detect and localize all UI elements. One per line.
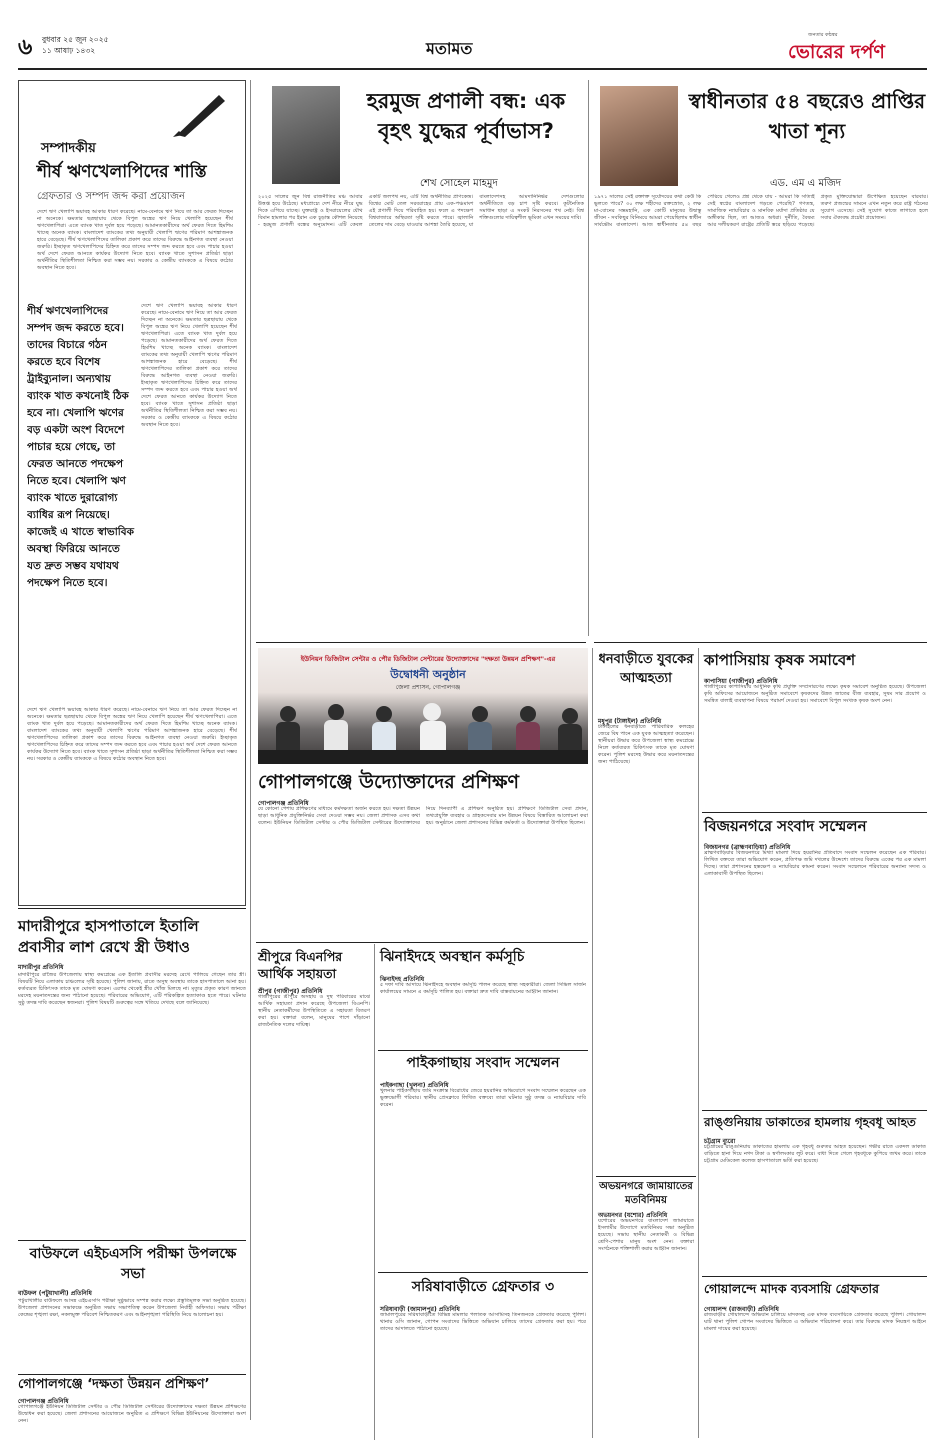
dhanbari-title: ধনবাড়ীতে যুবকের আত্মহত্যা <box>598 652 694 686</box>
people-silhouettes <box>258 698 588 764</box>
editorial-body-bottom: দেশে ঋণ খেলাপি ভয়াবহ আকার ধারণ করেছে। নামে-বেনামে ঋণ নিয়ে তা আর ফেরত দিচ্ছেন না অনেকে। ক্ষমতার ছত্রছায়ায় থেকে বিপুল অঙ্কের ঋণ নিয়ে খেলাপি হয়েছেন শীর্ষ ঋণখেলাপিরা। এতে ব্যাংক খাত দুর্বল হয়ে পড়েছে। আমানতকারীদের অর্থ ফেরত দিতে হিমশিম খাচ্ছে অনেক ব্যাংক। বাংলাদেশ ব্যাংকের তথ্য অনুযায়ী খেলাপি ঋণের পরিমাণ আশঙ্কাজনক হারে বেড়েছে। শীর্ষ ঋণখেলাপিদের তালিকা প্রকাশ করে তাদের বিরুদ্ধে আইনগত ব্যবস্থা নেওয়া জরুরি। ইচ্ছাকৃত ঋণখেলাপিদের চিহ্নিত করে তাদের সম্পদ জব্দ করতে হবে এবং পাচার হওয়া অর্থ দেশে ফেরত আনতে কার্যকর উদ্যোগ নিতে হবে। ব্যাংক খাতে সুশাসন প্রতিষ্ঠা ছাড়া অর্থনীতির স্থিতিশীলতা নিশ্চিত করা সম্ভব নয়। সরকার ও কেন্দ্রীয় ব্যাংককে এ বিষয়ে কঠোর অবস্থান নিতে হবে। <box>27 707 237 762</box>
goalanda-body: রাজবাড়ীর গোয়ালন্দে অভিযান চালিয়ে মাদকসহ এক মাদক ব্যবসায়িকে গ্রেফতার করেছে পুলিশ। গোয়ালন্দ ঘাট থানা পুলিশ গোপন সংবাদের ভিত্তিতে এ অভিযান পরিচালনা করে। তার বিরুদ্ধে মাদক নিয়ন্ত্রণ আইনে মামলা দায়ের করা হয়েছে। <box>704 1312 926 1332</box>
rangunia-title: রাঙ্গুনিয়ায় ডাকাতের হামলায় গৃহবধূ আহত <box>704 1115 916 1129</box>
bijoynagar-bottom-rule <box>702 1110 927 1111</box>
madaripur-bottom-rule <box>18 1240 246 1241</box>
bauphal-body: পটুয়াখালীর বাউফলে আসন্ন এইচএসসি পরীক্ষা সুষ্ঠুভাবে সম্পন্ন করার লক্ষ্যে প্রস্তুতিমূলক সভা অনুষ্ঠিত হয়েছে। উপজেলা প্রশাসনের সভাকক্ষে অনুষ্ঠিত সভায় সভাপতিত্ব করেন উপজেলা নির্বাহী অফিসার। সভায় পরীক্ষা কেন্দ্রের শৃঙ্খলা রক্ষা, নকলমুক্ত পরিবেশ নিশ্চিতকরণ এবং আইনশৃঙ্খলা পরিস্থিতি নিয়ে আলোচনা হয়। <box>18 1298 246 1318</box>
bauphal-dateline: বাউফল (পটুয়াখালী) প্রতিনিধি <box>18 1290 92 1297</box>
column-rule-5 <box>698 648 699 1438</box>
jhenaidah-body: ৫ দফা দাবি আদায়ে ঝিনাইদহে অবস্থান কর্মসূচি পালন করেছে স্বাস্থ্য সহকারীরা। জেলা সিভিল সার্জন কার্যালয়ের সামনে এ কর্মসূচি পালিত হয়। বক্তারা দ্রুত দাবি বাস্তবায়নের আহ্বান জানান। <box>380 982 586 995</box>
kapasia-title: কাপাসিয়ায় কৃষক সমাবেশ <box>704 651 856 669</box>
editorial-title: শীর্ষ ঋণখেলাপিদের শাস্তি <box>37 162 207 182</box>
hormuz-bottom-rule <box>256 642 586 643</box>
paikgachha-body: খুলনার পাইকগাছায় জমি সংক্রান্ত বিরোধের জেরে হয়রানির অভিযোগে সংবাদ সম্মেলন করেছেন এক ভুক্তভোগী পরিবার। স্থানীয় প্রেসক্লাবে লিখিত বক্তব্যে তারা ঘটনার সুষ্ঠু তদন্ত ও ন্যায়বিচার দাবি করেন। <box>380 1088 586 1108</box>
gopalganj-main-dateline: গোপালগঞ্জ প্রতিনিধি <box>258 800 309 807</box>
goalanda-dateline: গোয়ালন্দ (রাজবাড়ী) প্রতিনিধি <box>704 1306 779 1313</box>
sarishabari-dateline: সরিষাবাড়ী (জামালপুর) প্রতিনিধি <box>380 1306 460 1313</box>
dhanbari-body: টাঙ্গাইলের ধনবাড়ীতে পারিবারিক কলহের জেরে বিষ পানে এক যুবক আত্মহত্যা করেছেন। স্থানীয়রা উদ্ধার করে উপজেলা স্বাস্থ্য কমপ্লেক্সে নিলে কর্তব্যরত চিকিৎসক তাকে মৃত ঘোষণা করেন। পুলিশ মরদেহ উদ্ধার করে ময়নাতদন্তের জন্য পাঠিয়েছে। <box>598 724 694 765</box>
bijoynagar-body: ব্রাহ্মণবাড়িয়ার বিজয়নগরে মিথ্যা মামলা দিয়ে হয়রানির প্রতিবাদে সংবাদ সম্মেলন করেছেন এক পরিবার। লিখিত বক্তব্যে তারা অভিযোগ করেন, প্রতিপক্ষ জমি দখলের উদ্দেশ্যে তাদের বিরুদ্ধে একের পর এক মামলা দিচ্ছে। তারা প্রশাসনের হস্তক্ষেপ ও ন্যায়বিচার কামনা করেন। সংবাদ সম্মেলনে পরিবারের অন্যান্য সদস্য ও এলাকাবাসী উপস্থিত ছিলেন। <box>704 850 926 877</box>
goalanda-title: গোয়ালন্দে মাদক ব্যবসায়ি গ্রেফতার <box>704 1281 879 1296</box>
sarishabari-body: জামালপুরের সরিষাবাড়ীতে বিভিন্ন মামলার পলাতক আসামিসহ তিনজনকে গ্রেফতার করেছে পুলিশ। থানার ওসি জানান, গোপন সংবাদের ভিত্তিতে অভিযান চালিয়ে তাদের গ্রেফতার করা হয়। পরে তাদের আদালতে পাঠানো হয়েছে। <box>380 1312 586 1332</box>
banner-line-2: উদ্বোধনী অনুষ্ঠান <box>390 668 466 681</box>
sreepur-dateline: শ্রীপুর (গাজীপুর) প্রতিনিধি <box>258 988 323 995</box>
author-photo-independence <box>600 86 678 186</box>
madaripur-dateline: মাদারীপুর প্রতিনিধি <box>18 964 64 971</box>
sarishabari-title: সরিষাবাড়ীতে গ্রেফতার ৩ <box>411 1279 555 1295</box>
paikgachha-bottom-rule <box>378 1272 588 1273</box>
editorial-box <box>18 80 246 906</box>
hormuz-body: ২০২৫ সালের জুন বিশ্ব রাজনীতির মঞ্চ আবার উত্তপ্ত হয়ে উঠেছে। মধ্যপ্রাচ্যে দেশ নীরে নীরে যুদ্ধ দিকে এগিয়ে যাচ্ছে। যুক্তরাষ্ট্র ও ইসরায়েলের যৌথ বিমান হামলার পর ইরান এক চূড়ান্ত কৌশল নিয়েছে - হরমুজ প্রণালী বন্ধের অনুমোদন। এটি কেবল একটি জলপথ নয়, এটি বিশ্ব অর্থনীতির প্রাণকেন্দ্র। বিশ্বের মোট তেল সরবরাহের প্রায় এক-পঞ্চমাংশ এই প্রণালী দিয়ে পরিবাহিত হয়। ফলে এ পদক্ষেপ বিশ্ববাজারে অস্থিরতা সৃষ্টি করতে পারে। জ্বালানি তেলের দাম বেড়ে যাওয়ার আশঙ্কা তৈরি হয়েছে, যা বাংলাদেশসহ আমদানিনির্ভর দেশগুলোর অর্থনীতিতে বড় চাপ সৃষ্টি করবে। কূটনৈতিক সমাধান ছাড়া এ সংকট নিরসনের পথ নেই। বিশ্ব শক্তিগুলোর দায়িত্বশীল ভূমিকা এখন সময়ের দাবি। <box>258 194 584 228</box>
bijoynagar-dateline: বিজয়নগর (ব্রাহ্মণবাড়িয়া) প্রতিনিধি <box>704 844 791 851</box>
editorial-pull-quote: শীর্ষ ঋণখেলাপিদের সম্পদ জব্দ করতে হবে। তাদের বিচারে গঠন করতে হবে বিশেষ ট্রাইব্যুনাল। অন্যথায় ব্যাংক খাত কখনোই ঠিক হবে না। খেলাপি ঋণের বড় একটা অংশ বিদেশে পাচার হয়ে গেছে, তা ফেরত আনতে পদক্ষেপ নিতে হবে। খেলাপি ঋণ ব্যাংক খাতে দুরারোগ্য ব্যাধির রূপ নিয়েছে। কাজেই এ খাতে স্বাভাবিক অবস্থা ফিরিয়ে আনতে যত দ্রুত সম্ভব যথাযথ পদক্ষেপ নিতে হবে। <box>27 305 134 589</box>
editorial-body-right: দেশে ঋণ খেলাপি ভয়াবহ আকার ধারণ করেছে। নামে-বেনামে ঋণ নিয়ে তা আর ফেরত দিচ্ছেন না অনেকে। ক্ষমতার ছত্রছায়ায় থেকে বিপুল অঙ্কের ঋণ নিয়ে খেলাপি হয়েছেন শীর্ষ ঋণখেলাপিরা। এতে ব্যাংক খাত দুর্বল হয়ে পড়েছে। আমানতকারীদের অর্থ ফেরত দিতে হিমশিম খাচ্ছে অনেক ব্যাংক। বাংলাদেশ ব্যাংকের তথ্য অনুযায়ী খেলাপি ঋণের পরিমাণ আশঙ্কাজনক হারে বেড়েছে। শীর্ষ ঋণখেলাপিদের তালিকা প্রকাশ করে তাদের বিরুদ্ধে আইনগত ব্যবস্থা নেওয়া জরুরি। ইচ্ছাকৃত ঋণখেলাপিদের চিহ্নিত করে তাদের সম্পদ জব্দ করতে হবে এবং পাচার হওয়া অর্থ দেশে ফেরত আনতে কার্যকর উদ্যোগ নিতে হবে। ব্যাংক খাতে সুশাসন প্রতিষ্ঠা ছাড়া অর্থনীতির স্থিতিশীলতা নিশ্চিত করা সম্ভব নয়। সরকার ও কেন্দ্রীয় ব্যাংককে এ বিষয়ে কঠোর অবস্থান নিতে হবে। <box>141 303 237 428</box>
page-date <box>42 34 108 56</box>
header-rule <box>18 68 927 70</box>
rangunia-bottom-rule <box>702 1276 927 1277</box>
date-gregorian: বুধবার ২৫ জুন ২০২৫ <box>42 35 109 44</box>
dhanbari-bottom-rule <box>596 1176 696 1177</box>
column-rule-1 <box>250 80 251 1420</box>
gopalganj-small-title: গোপালগঞ্জে ‘দক্ষতা উন্নয়ন প্রশিক্ষণ’ <box>18 1377 210 1392</box>
hormuz-title: হরমুজ প্রণালী বন্ধ: এক বৃহৎ যুদ্ধের পূর্বাভাস? <box>366 89 566 143</box>
pen-icon <box>169 89 229 139</box>
banner-line-3: জেলা প্রশাসন, গোপালগঞ্জ <box>395 684 461 691</box>
bauphal-bottom-rule <box>18 1374 246 1375</box>
editorial-body-top: দেশে ঋণ খেলাপি ভয়াবহ আকার ধারণ করেছে। নামে-বেনামে ঋণ নিয়ে তা আর ফেরত দিচ্ছেন না অনেকে। ক্ষমতার ছত্রছায়ায় থেকে বিপুল অঙ্কের ঋণ নিয়ে খেলাপি হয়েছেন শীর্ষ ঋণখেলাপিরা। এতে ব্যাংক খাত দুর্বল হয়ে পড়েছে। আমানতকারীদের অর্থ ফেরত দিতে হিমশিম খাচ্ছে অনেক ব্যাংক। বাংলাদেশ ব্যাংকের তথ্য অনুযায়ী খেলাপি ঋণের পরিমাণ আশঙ্কাজনক হারে বেড়েছে। শীর্ষ ঋণখেলাপিদের তালিকা প্রকাশ করে তাদের বিরুদ্ধে আইনগত ব্যবস্থা নেওয়া জরুরি। ইচ্ছাকৃত ঋণখেলাপিদের চিহ্নিত করে তাদের সম্পদ জব্দ করতে হবে এবং পাচার হওয়া অর্থ দেশে ফেরত আনতে কার্যকর উদ্যোগ নিতে হবে। ব্যাংক খাতে সুশাসন প্রতিষ্ঠা ছাড়া অর্থনীতির স্থিতিশীলতা নিশ্চিত করা সম্ভব নয়। সরকার ও কেন্দ্রীয় ব্যাংককে এ বিষয়ে কঠোর অবস্থান নিতে হবে। <box>37 209 233 271</box>
independence-body: ১৯৭১ সালের সেই রক্তাক্ত সূর্যোদয়ের কথা কেউ কি ভুলতে পারে? ৩০ লক্ষ শহীদের রক্তস্রোত, ২ লক্ষ মা-বোনের সম্ভ্রমহানি, এক কোটি মানুষের উদ্বাস্তু জীবন - সবকিছুর বিনিময়ে আমরা পেয়েছিলাম স্বাধীন সার্বভৌম বাংলাদেশ। আজ স্বাধীনতার ৫৪ বছর পেরিয়ে গেলেও প্রশ্ন থেকে যায় - আমরা কি সত্যিই সেই স্বপ্নের বাংলাদেশ গড়তে পেরেছি? গণতন্ত্র, সামাজিক ন্যায়বিচার ও মানবিক মর্যাদা প্রতিষ্ঠার যে অঙ্গীকার ছিল, তা আজও অধরা। দুর্নীতি, বৈষম্য আর দলীয়করণ রাষ্ট্রের প্রতিটি স্তরে ছড়িয়ে পড়েছে। প্রকৃত মুক্তিযোদ্ধারা উপেক্ষিত হয়েছেন বারবার। তরুণ প্রজন্মের সামনে এখন নতুন করে রাষ্ট্র গঠনের সুযোগ এসেছে। সেই সুযোগ কাজে লাগাতে হলে সবার ঐক্যবদ্ধ প্রচেষ্টা প্রয়োজন। <box>594 194 928 228</box>
abhaynagar-body: যশোরের অভয়নগরে বাংলাদেশ জামায়াতে ইসলামীর উদ্যোগে মতবিনিময় সভা অনুষ্ঠিত হয়েছে। সভায় স্থানীয় নেতাকর্মী ও বিভিন্ন শ্রেণি-পেশার মানুষ অংশ নেন। বক্তারা সংগঠনকে শক্তিশালী করার আহ্বান জানান। <box>598 1218 694 1252</box>
independence-title: স্বাধীনতার ৫৪ বছরেও প্রাপ্তির খাতা শূন্য <box>688 89 926 143</box>
banner-line-1: ইউনিয়ন ডিজিটাল সেন্টার ও পৌর ডিজিটাল সেন্টারের উদ্যোক্তাদের "দক্ষতা উন্নয়ন প্রশিক্ষণ"-এর <box>300 655 556 663</box>
date-bangla: ১১ আষাঢ় ১৪৩২ <box>42 46 96 55</box>
gopalganj-small-body: গোপালগঞ্জে ইউনিয়ন ডিজিটাল সেন্টার ও পৌর ডিজিটাল সেন্টারের উদ্যোক্তাদের দক্ষতা উন্নয়ন প্রশিক্ষণের উদ্বোধন করা হয়েছে। জেলা প্রশাসনের আয়োজনে অনুষ্ঠিত এ প্রশিক্ষণে বিভিন্ন ইউনিয়নের উদ্যোক্তারা অংশ নেন। <box>18 1404 246 1424</box>
editorial-subtitle: গ্রেফতার ও সম্পদ জব্দ করা প্রয়োজন <box>37 191 186 202</box>
sreepur-title: শ্রীপুরে বিএনপির আর্থিক সহায়তা <box>258 949 343 981</box>
bauphal-title: বাউফলে এইচএসসি পরীক্ষা উপলক্ষে সভা <box>29 1246 237 1282</box>
bijoynagar-title: বিজয়নগরে সংবাদ সম্মেলন <box>704 817 867 835</box>
abhaynagar-title: অভয়নগরে জামায়াতের মতবিনিময় <box>599 1181 693 1206</box>
gopalganj-main-title: গোপালগঞ্জে উদ্যোক্তাদের প্রশিক্ষণ <box>258 771 519 793</box>
masthead <box>18 30 927 70</box>
gopalganj-main-bottom-rule <box>256 942 588 943</box>
kapasia-bottom-rule <box>702 812 927 813</box>
dhanbari-dateline: মধুপুর (টাঙ্গাইল) প্রতিনিধি <box>598 718 662 725</box>
paikgachha-dateline: পাইকগাছা (খুলনা) প্রতিনিধি <box>380 1082 449 1089</box>
brand-logo: ভোরের দর্পণ <box>788 41 885 63</box>
gopalganj-small-dateline: গোপালগঞ্জ প্রতিনিধি <box>18 1398 69 1405</box>
madaripur-body: মাদারীপুরে রাজৈর উপজেলায় স্বাস্থ্য কমপ্লেক্সে এক ইতালি প্রবাসীর মরদেহ রেখে পালিয়ে গেছেন তার স্ত্রী। বিষয়টি নিয়ে এলাকায় চাঞ্চল্যের সৃষ্টি হয়েছে। পুলিশ জানায়, রাতে অসুস্থ অবস্থায় তাকে হাসপাতালে আনা হয়। কর্তব্যরত চিকিৎসক তাকে মৃত ঘোষণা করেন। এরপর থেকেই স্ত্রীর খোঁজ মিলছে না। মৃত্যুর প্রকৃত কারণ জানতে মরদেহ ময়নাতদন্তের জন্য পাঠানো হয়েছে। পরিবারের অভিযোগ, এটি পরিকল্পিত হত্যাকাণ্ড হতে পারে। ঘটনার সুষ্ঠু তদন্ত দাবি করেছেন স্বজনরা। পুলিশ বিষয়টি গুরুত্বের সঙ্গে খতিয়ে দেখছে বলে জানিয়েছে। <box>18 972 246 1006</box>
jhenaidah-dateline: ঝিনাইদহ প্রতিনিধি <box>380 976 425 983</box>
madaripur-title: মাদারীপুরে হাসপাতালে ইতালি প্রবাসীর লাশ রেখে স্ত্রী উধাও <box>18 917 199 956</box>
editorial-label: সম্পাদকীয় <box>41 141 96 156</box>
abhaynagar-dateline: অভয়নগর (যশোর) প্রতিনিধি <box>598 1212 668 1219</box>
rangunia-body: চট্টগ্রামের রাঙ্গুনিয়ায় ডাকাতের হামলায় এক গৃহবধূ গুরুতর আহত হয়েছেন। গভীর রাতে একদল ডাকাত বাড়িতে হানা দিয়ে নগদ টাকা ও স্বর্ণালংকার লুট করে। বাধা দিতে গেলে গৃহবধূকে কুপিয়ে জখম করে। তাকে চট্টগ্রাম মেডিকেল কলেজ হাসপাতালে ভর্তি করা হয়েছে। <box>704 1144 926 1164</box>
section-title: মতামত <box>426 39 473 58</box>
event-photo <box>258 648 588 764</box>
page-number: ৬ <box>18 35 33 60</box>
brand-tagline: জনতার কন্ঠস্বর <box>808 32 838 38</box>
independence-author: এড. এম এ মজিদ <box>770 178 842 189</box>
hormuz-author: শেখ সোহেল মাহমুদ <box>420 178 498 189</box>
editorial-bottom-rule <box>18 908 246 909</box>
gopalganj-main-body: যে কোনো পেশায় প্রশিক্ষণের মাধ্যমে কর্মদক্ষতা অর্জন করতে হয়। দক্ষতা উন্নয়ন ছাড়া আধুনিক প্রযুক্তিনির্ভর সেবা দেওয়া সম্ভব নয়। জেলা প্রশাসক এসব কথা বলেন। ইউনিয়ন ডিজিটাল সেন্টার ও পৌর ডিজিটাল সেন্টারের উদ্যোক্তাদের নিয়ে দিনব্যাপী এ প্রশিক্ষণ অনুষ্ঠিত হয়। প্রশিক্ষণে ডিজিটাল সেবা প্রদান, তথ্যপ্রযুক্তি ব্যবহার ও গ্রাহকসেবার মান উন্নয়ন বিষয়ে বিস্তারিত আলোচনা করা হয়। অনুষ্ঠানে জেলা প্রশাসনের বিভিন্ন কর্মকর্তা ও উদ্যোক্তারা উপস্থিত ছিলেন। <box>258 806 588 826</box>
jhenaidah-title: ঝিনাইদহে অবস্থান কর্মসূচি <box>380 949 525 965</box>
column-rule-2 <box>588 80 589 636</box>
kapasia-body: গাজীপুরের কাপাসিয়ায় আধুনিক কৃষি প্রযুক্তি সম্প্রসারণের লক্ষ্যে কৃষক সমাবেশ অনুষ্ঠিত হয়েছে। উপজেলা কৃষি অফিসের আয়োজনে অনুষ্ঠিত সমাবেশে কৃষকদের উন্নত জাতের বীজ ব্যবহার, সুষম সার প্রয়োগ ও সমন্বিত বালাই ব্যবস্থাপনা বিষয়ে পরামর্শ দেওয়া হয়। সমাবেশে বিপুল সংখ্যক কৃষক অংশ নেন। <box>704 684 926 704</box>
jhenaidah-bottom-rule <box>378 1050 588 1051</box>
sreepur-body: গাজীপুরের শ্রীপুরে অসহায় ও দুস্থ পরিবারের মাঝে আর্থিক সহায়তা প্রদান করেছে উপজেলা বিএনপি। স্থানীয় নেতাকর্মীদের উপস্থিতিতে এ সহায়তা বিতরণ করা হয়। বক্তারা বলেন, মানুষের পাশে দাঁড়ানো রাজনৈতিক দলের দায়িত্ব। <box>258 994 370 1028</box>
column-rule-4 <box>592 648 593 1438</box>
kapasia-dateline: কাপাসিয়া (গাজীপুর) প্রতিনিধি <box>704 678 778 685</box>
author-photo-hormuz <box>272 86 340 184</box>
column-rule-3 <box>374 944 375 1440</box>
paikgachha-title: পাইকগাছায় সংবাদ সম্মেলন <box>406 1055 560 1071</box>
independence-bottom-rule <box>594 642 927 643</box>
rangunia-dateline: চট্টগ্রাম ব্যুরো <box>704 1138 736 1145</box>
